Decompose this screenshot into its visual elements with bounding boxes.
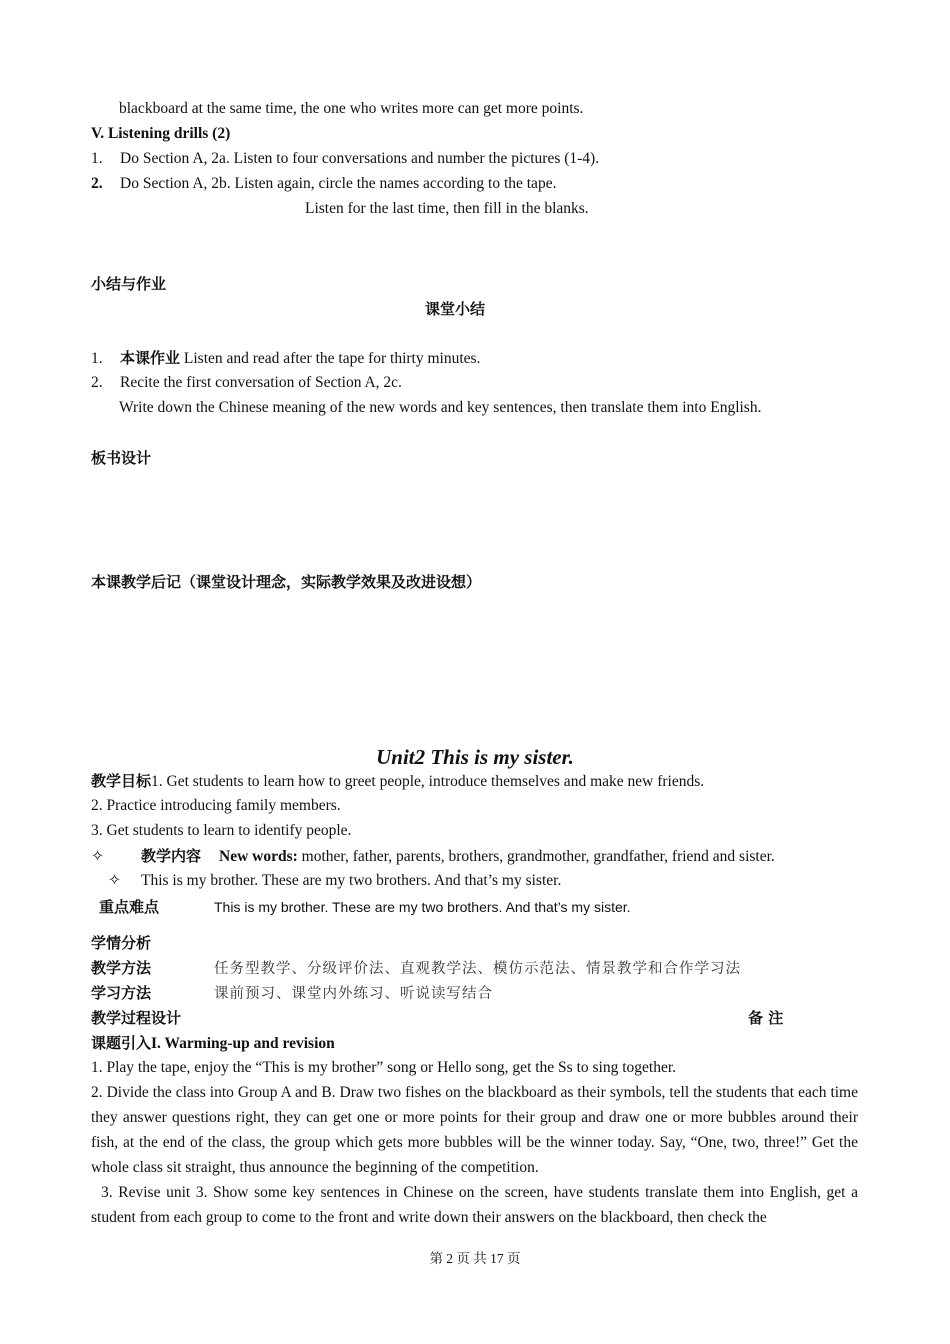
content-label: 教学内容 (141, 847, 202, 865)
homework-label: 本课作业 (120, 349, 181, 367)
goal-text: 1. Get students to learn how to greet people, introduce themselves and make new friends. (151, 773, 705, 790)
listening-item-number: 2. (91, 175, 103, 192)
content-sentence-line (108, 871, 561, 891)
listening-heading: V. Listening drills (2) (91, 125, 231, 142)
warmup-heading: I. Warming-up and revision (151, 1035, 335, 1052)
homework-text: Listen and read after the tape for thirty minutes. (180, 350, 481, 367)
new-words-text: mother, father, parents, brothers, grandmother, grandfather, friend and sister. (297, 848, 775, 865)
reflection-label: 本课教学后记（课堂设计理念，实际教学效果及改进设想） (91, 573, 482, 591)
homework-text: Recite the first conversation of Section A, 2c. (120, 374, 402, 391)
study-line (91, 983, 493, 1004)
homework-item-1 (91, 348, 480, 369)
study-label: 学习方法 (91, 984, 152, 1002)
homework-number: 2. (91, 374, 103, 391)
listening-item-number: 1. (91, 150, 103, 167)
remark-label: 备 注 (748, 1009, 784, 1027)
method-label: 教学方法 (91, 959, 152, 977)
continued-line: blackboard at the same time, the one who writes more can get more points. (119, 100, 584, 117)
listening-last: Listen for the last time, then fill in the blanks. (305, 200, 589, 217)
unit-title: Unit2 This is my sister. (376, 745, 574, 769)
content-sentence: This is my brother. These are my two brothers. And that’s my sister. (141, 872, 562, 889)
summary-center: 课堂小结 (425, 300, 486, 318)
goal-line-2: 2. Practice introducing family members. (91, 797, 341, 814)
content-line (91, 846, 775, 867)
method-line (91, 958, 741, 979)
process-label: 教学过程设计 (91, 1009, 182, 1027)
diamond-bullet-icon: ✧ (108, 872, 121, 889)
page-footer: 第 2 页 共 17 页 (429, 1251, 521, 1266)
summary-label: 小结与作业 (91, 275, 167, 293)
listening-item-2 (91, 174, 556, 194)
step-3: 3. Revise unit 3. Show some key sentences in Chinese on the screen, have students translate them into English, get a student from each group to come to the front and write down their answers on the blackboard, then check the (91, 1184, 858, 1226)
study-text: 课前预习、课堂内外练习、听说读写结合 (214, 986, 493, 1002)
homework-item-2 (91, 373, 402, 393)
analysis-label: 学情分析 (91, 934, 152, 952)
homework-extra: Write down the Chinese meaning of the new words and key sentences, then translate them into English. (119, 399, 762, 416)
diamond-bullet-icon: ✧ (91, 848, 104, 865)
goal-line-1 (91, 771, 704, 792)
listening-item-text: Do Section A, 2a. Listen to four conversations and number the pictures (1-4). (120, 150, 600, 167)
new-words-label: New words: (219, 848, 298, 865)
step-2: 2. Divide the class into Group A and B. Draw two fishes on the blackboard as their symbols, tell the students that each time they answer questions right, they can get one or more points for their group and draw one or more bubbles around their fish, at the end of the class, the group which gets more bubbles will be the winner today. Say, “One, two, three!” Get the whole class sit straight, thus announce the beginning of the competition. (91, 1084, 858, 1176)
homework-number: 1. (91, 350, 103, 367)
listening-item-1 (91, 149, 599, 169)
key-points-line (99, 897, 631, 918)
key-points-label: 重点难点 (99, 898, 160, 916)
warmup-line (91, 1033, 335, 1054)
key-points-text: This is my brother. These are my two brothers. And that’s my sister. (214, 899, 631, 915)
step-1: 1. Play the tape, enjoy the “This is my brother” song or Hello song, get the Ss to sing together. (91, 1059, 677, 1076)
method-text: 任务型教学、分级评价法、直观教学法、模仿示范法、情景教学和合作学习法 (214, 961, 741, 977)
goal-line-3: 3. Get students to learn to identify people. (91, 822, 352, 839)
goal-label: 教学目标 (91, 772, 152, 790)
intro-label: 课题引入 (91, 1034, 152, 1052)
listening-item-text: Do Section A, 2b. Listen again, circle the names according to the tape. (120, 175, 557, 192)
board-design-label: 板书设计 (91, 449, 152, 467)
